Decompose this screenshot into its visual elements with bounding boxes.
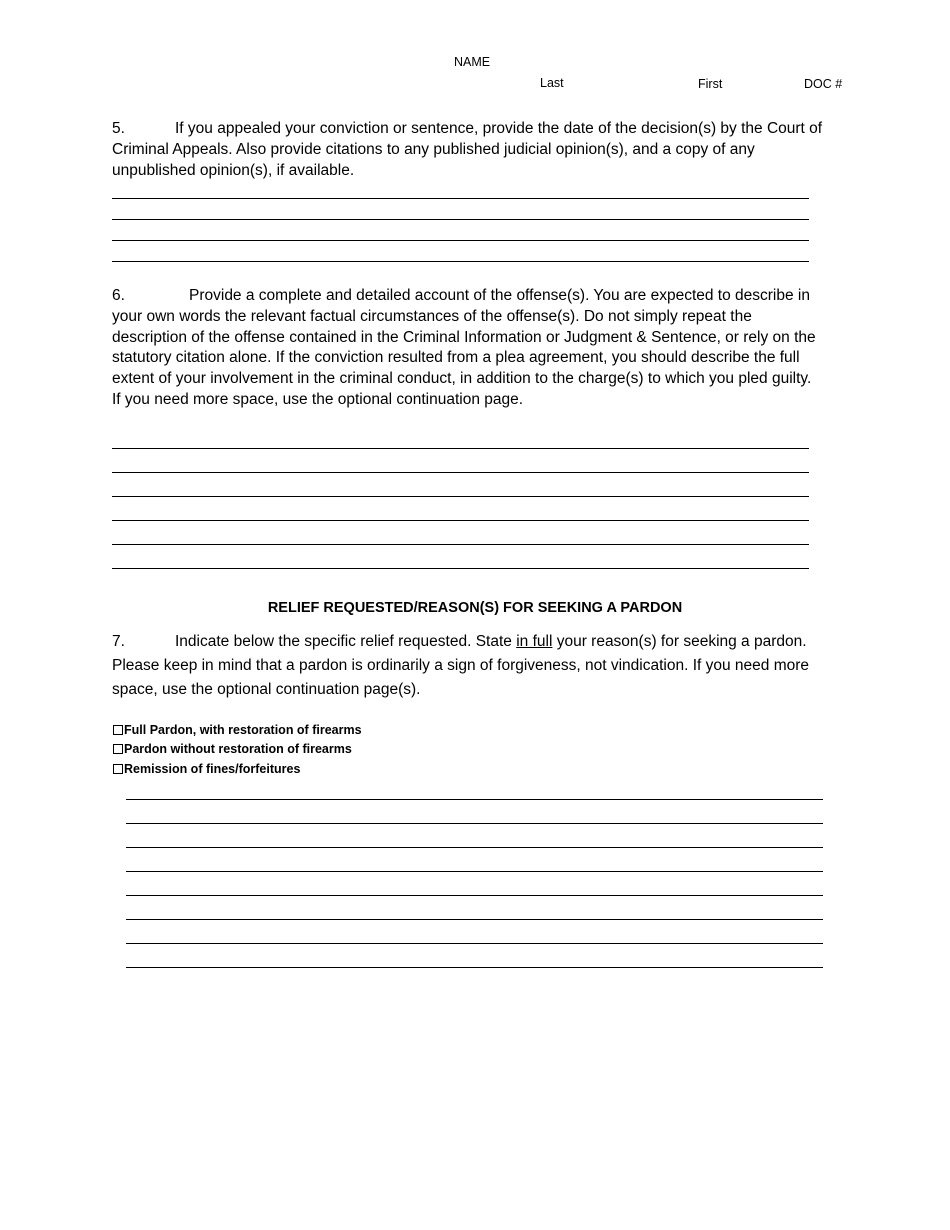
- question-7-number: 7.: [112, 633, 125, 650]
- section-heading: RELIEF REQUESTED/REASON(S) FOR SEEKING A PARDON: [267, 600, 683, 616]
- answer-7-line[interactable]: [126, 823, 823, 824]
- answer-7-line[interactable]: [126, 895, 823, 896]
- answer-6-line[interactable]: [112, 472, 809, 473]
- option-label: Full Pardon, with restoration of firearms: [124, 723, 362, 737]
- question-7: [112, 630, 852, 702]
- checkbox-remission[interactable]: [113, 764, 123, 774]
- question-6-line-4: statutory citation alone. If the conviction resulted from a plea agreement, you should describe the full: [112, 349, 800, 367]
- question-5-line-1: 5. If you appealed your conviction or sentence, provide the date of the decision(s) by the Court of: [112, 119, 852, 140]
- question-6: [112, 286, 852, 411]
- last-name-label: Last: [540, 76, 564, 90]
- question-5-line-2: Criminal Appeals. Also provide citations to any published judicial opinion(s), and a copy of any: [112, 140, 755, 158]
- option-full-pardon[interactable]: [113, 723, 362, 737]
- answer-6-line[interactable]: [112, 448, 809, 449]
- question-6-line-1: 6. Provide a complete and detailed account of the offense(s). You are expected to describe in: [112, 286, 852, 307]
- question-6-line-6: If you need more space, use the optional continuation page.: [112, 390, 524, 408]
- answer-5-line[interactable]: [112, 219, 809, 220]
- doc-number-label: DOC #: [804, 77, 843, 91]
- option-pardon-without-firearms[interactable]: [113, 742, 352, 756]
- first-name-label: First: [698, 77, 723, 91]
- question-5-line-3: unpublished opinion(s), if available.: [112, 161, 355, 179]
- answer-5-line[interactable]: [112, 240, 809, 241]
- option-remission[interactable]: [113, 762, 300, 776]
- checkbox-full-pardon[interactable]: [113, 725, 123, 735]
- question-6-line-2: your own words the relevant factual circumstances of the offense(s). Do not simply repeat the: [112, 307, 752, 325]
- answer-6-line[interactable]: [112, 520, 809, 521]
- question-5: [112, 119, 852, 181]
- checkbox-pardon-without-firearms[interactable]: [113, 744, 123, 754]
- option-label: Pardon without restoration of firearms: [124, 742, 352, 756]
- answer-7-line[interactable]: [126, 871, 823, 872]
- answer-6-line[interactable]: [112, 568, 809, 569]
- question-7-line-3: space, use the optional continuation page(s).: [112, 681, 421, 698]
- question-5-number: 5.: [112, 120, 125, 137]
- question-7-line-1: 7. Indicate below the specific relief requested. State in full your reason(s) for seeking a pardon.: [112, 630, 852, 654]
- option-label: Remission of fines/forfeitures: [124, 762, 301, 776]
- question-6-line-5: extent of your involvement in the criminal conduct, in addition to the charge(s) to which you pled guilty.: [112, 370, 812, 388]
- question-6-number: 6.: [112, 287, 125, 304]
- answer-7-line[interactable]: [126, 919, 823, 920]
- answer-6-line[interactable]: [112, 544, 809, 545]
- answer-5-line[interactable]: [112, 261, 809, 262]
- answer-6-line[interactable]: [112, 496, 809, 497]
- answer-5-line[interactable]: [112, 198, 809, 199]
- answer-7-line[interactable]: [126, 943, 823, 944]
- answer-7-line[interactable]: [126, 799, 823, 800]
- answer-7-line[interactable]: [126, 847, 823, 848]
- answer-7-line[interactable]: [126, 967, 823, 968]
- in-full-underlined: in full: [516, 633, 553, 650]
- question-6-line-3: description of the offense contained in the Criminal Information or Judgment & Sentence, or rely on the: [112, 328, 816, 346]
- name-label: NAME: [454, 55, 491, 69]
- question-7-line-2: Please keep in mind that a pardon is ordinarily a sign of forgiveness, not vindication. If you need more: [112, 657, 810, 674]
